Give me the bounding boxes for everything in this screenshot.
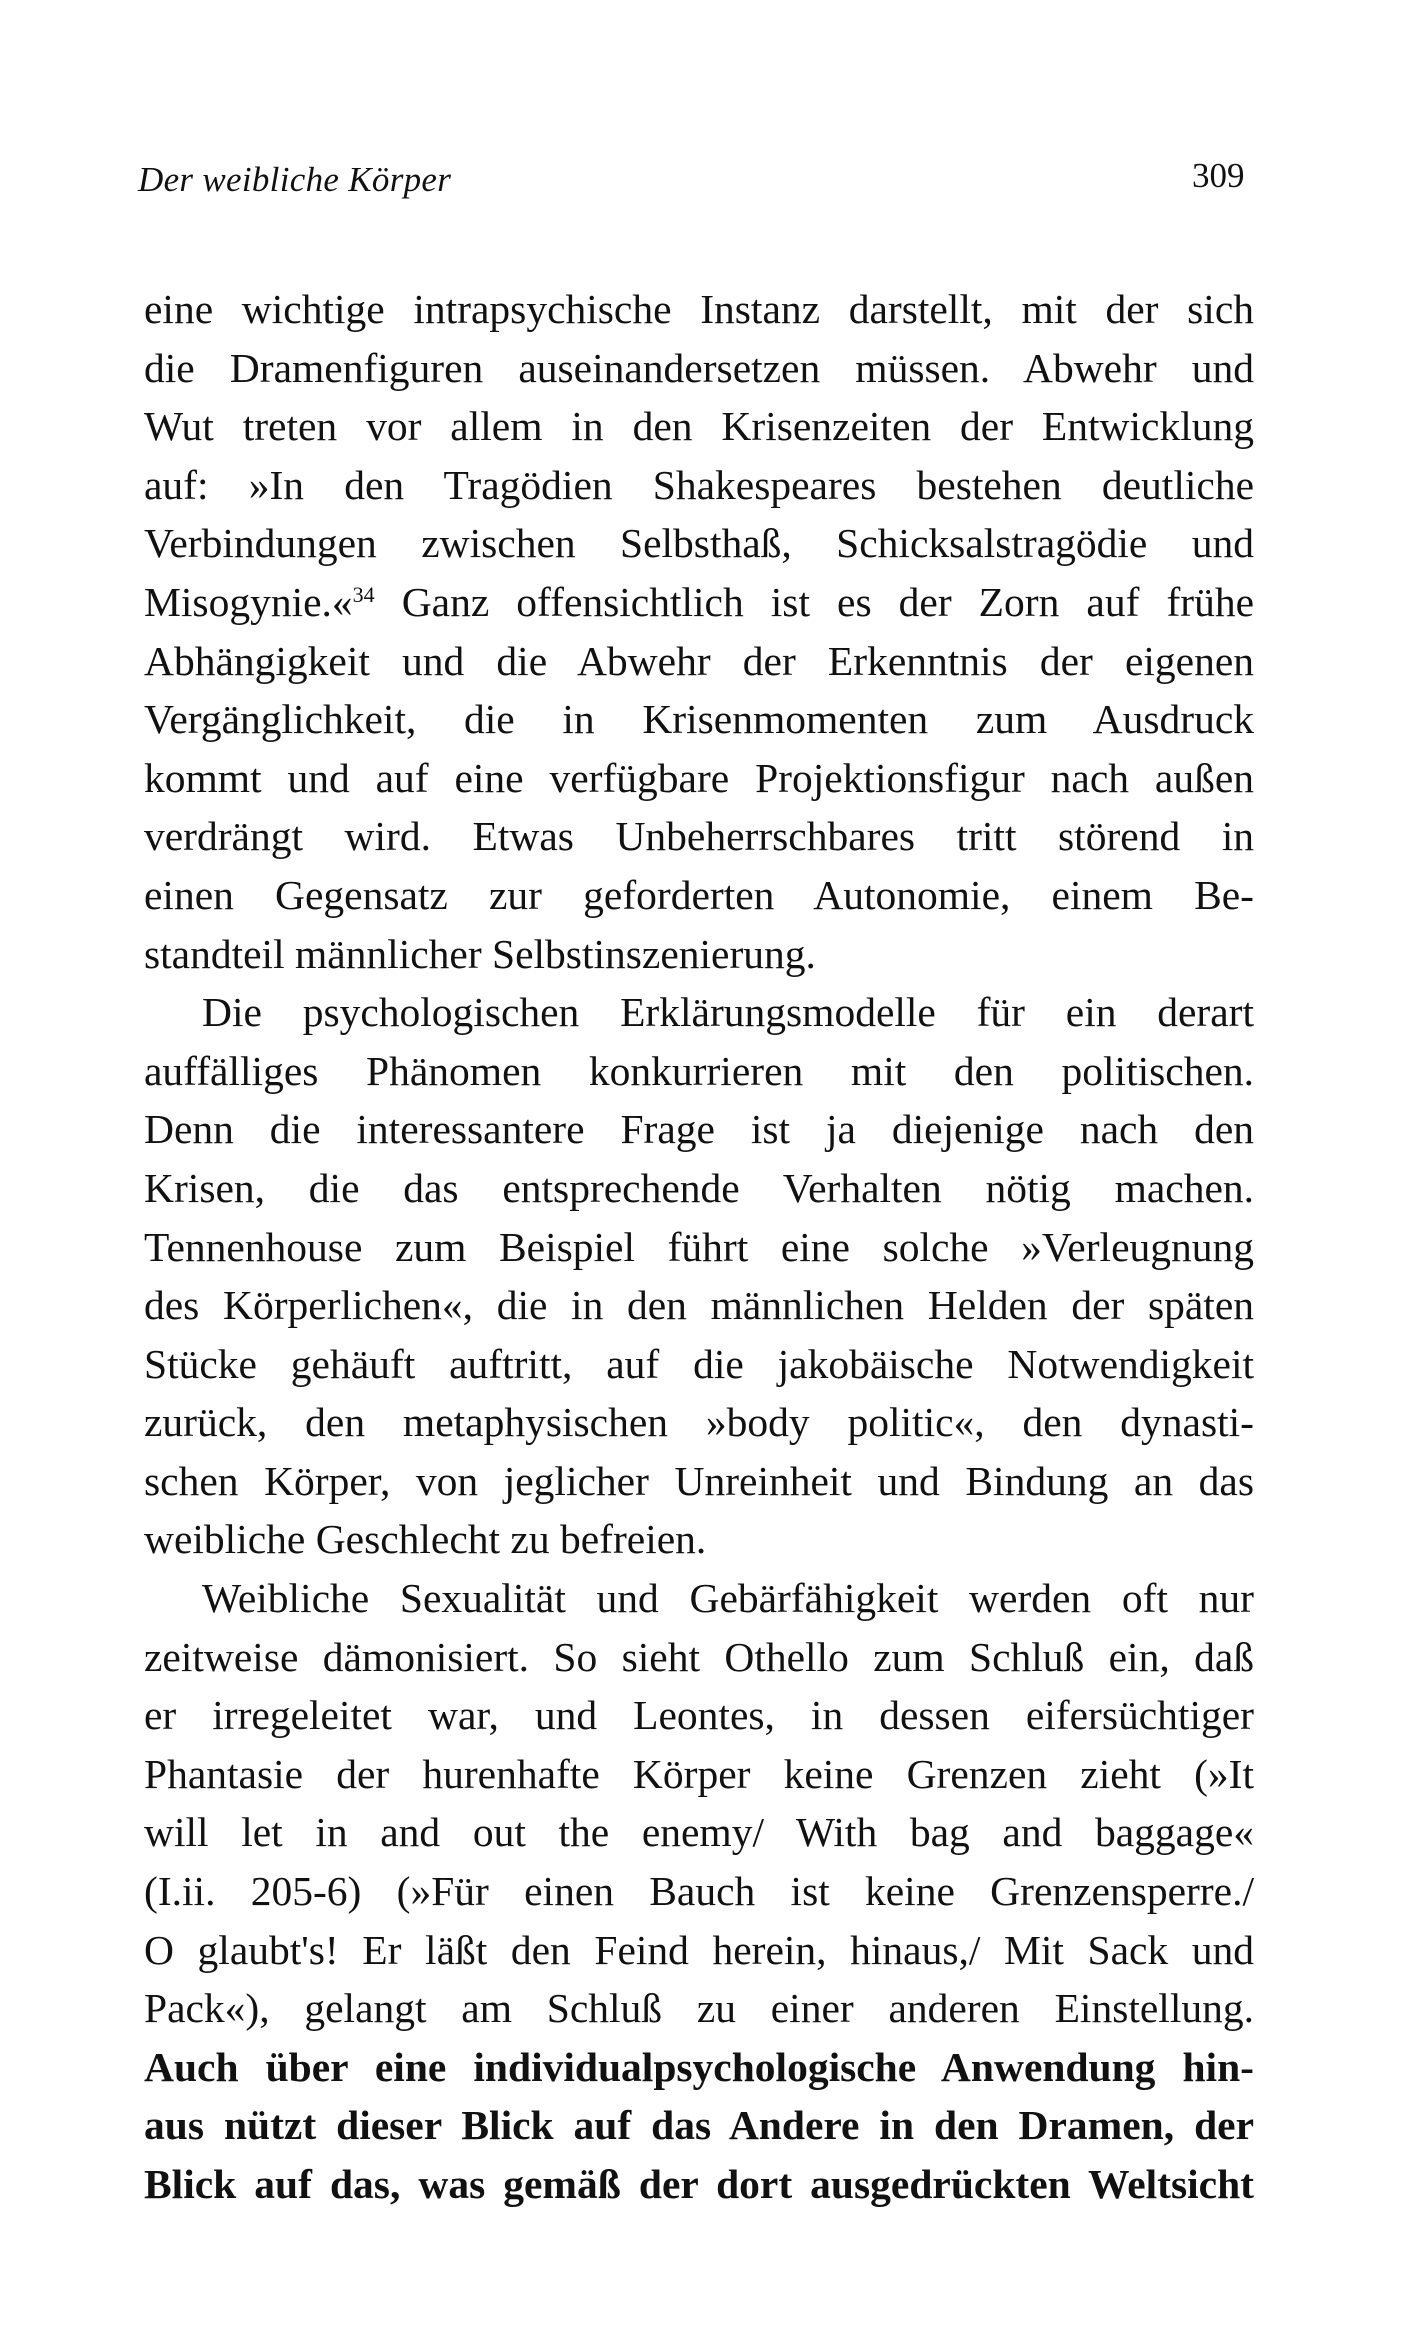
text-line: er irregeleitet war, und Leontes, in dessen eifersüchtiger	[144, 1692, 1254, 1739]
text-line: Tennenhouse zum Beispiel führt eine solche »Verleugnung	[144, 1223, 1254, 1270]
text-line: (I.ii. 205-6) (»Für einen Bauch ist keine Grenzensperre./	[144, 1868, 1254, 1915]
text-line: auf: »In den Tragödien Shakespeares bestehen deutliche	[144, 461, 1254, 508]
text-line: Auch über eine individualpsychologische Anwendung hin-	[144, 2043, 1254, 2090]
running-title: Der weibliche Körper	[138, 160, 452, 199]
text-line: Pack«), gelangt am Schluß zu einer anderen Einstellung.	[144, 1985, 1254, 2032]
text-line: zeitweise dämonisiert. So sieht Othello zum Schluß ein, daß	[144, 1633, 1254, 1680]
text-line: auffälliges Phänomen konkurrieren mit den politischen.	[144, 1047, 1254, 1094]
text-line: schen Körper, von jeglicher Unreinheit und Bindung an das	[144, 1457, 1254, 1504]
text-line: die Dramenfiguren auseinandersetzen müssen. Abwehr und	[144, 344, 1254, 391]
text-line: kommt und auf eine verfügbare Projektionsfigur nach außen	[144, 754, 1254, 801]
text-line: zurück, den metaphysischen »body politic«, den dynasti-	[144, 1399, 1254, 1446]
text-line: eine wichtige intrapsychische Instanz darstellt, mit der sich	[144, 286, 1254, 332]
text-line: einen Gegensatz zur geforderten Autonomie, einem Be-	[144, 871, 1254, 918]
text-line: Blick auf das, was gemäß der dort ausgedrückten Weltsicht	[144, 2161, 1254, 2207]
text-line: Weibliche Sexualität und Gebärfähigkeit werden oft nur	[202, 1575, 1254, 1622]
text-line-with-footnote	[144, 573, 1254, 632]
text-line: standteil männlicher Selbstinszenierung.	[144, 930, 816, 977]
text-line: Verbindungen zwischen Selbsthaß, Schicksalstragödie und	[144, 520, 1254, 567]
footnote-marker: 34	[352, 581, 375, 607]
text-line: O glaubt's! Er läßt den Feind herein, hinaus,/ Mit Sack und	[144, 1926, 1254, 1973]
text-line: verdrängt wird. Etwas Unbeherrschbares tritt störend in	[144, 813, 1254, 860]
body-text	[144, 280, 1254, 2214]
text-line: Phantasie der hurenhafte Körper keine Grenzen zieht (»It	[144, 1750, 1254, 1797]
text-line: will let in and out the enemy/ With bag and baggage«	[144, 1809, 1254, 1856]
text-line: Vergänglichkeit, die in Krisenmomenten zum Ausdruck	[144, 696, 1254, 743]
text-line: des Körperlichen«, die in den männlichen Helden der späten	[144, 1282, 1254, 1329]
text-segment: Misogynie.«	[144, 578, 353, 625]
text-line: Abhängigkeit und die Abwehr der Erkenntnis der eigenen	[144, 637, 1254, 684]
text-line: Die psychologischen Erklärungsmodelle für ein derart	[202, 989, 1254, 1036]
text-line: Denn die interessantere Frage ist ja diejenige nach den	[144, 1106, 1254, 1153]
text-line: aus nützt dieser Blick auf das Andere in den Dramen, der	[144, 2102, 1254, 2149]
text-line: Wut treten vor allem in den Krisenzeiten der Entwicklung	[144, 403, 1254, 450]
text-line: weibliche Geschlecht zu befreien.	[144, 1516, 707, 1563]
text-line: Stücke gehäuft auftritt, auf die jakobäische Notwendigkeit	[144, 1340, 1254, 1387]
text-line: Krisen, die das entsprechende Verhalten nötig machen.	[144, 1164, 1254, 1211]
page-number: 309	[1192, 156, 1245, 195]
text-segment: Ganz offensichtlich ist es der Zorn auf frühe	[374, 578, 1254, 625]
